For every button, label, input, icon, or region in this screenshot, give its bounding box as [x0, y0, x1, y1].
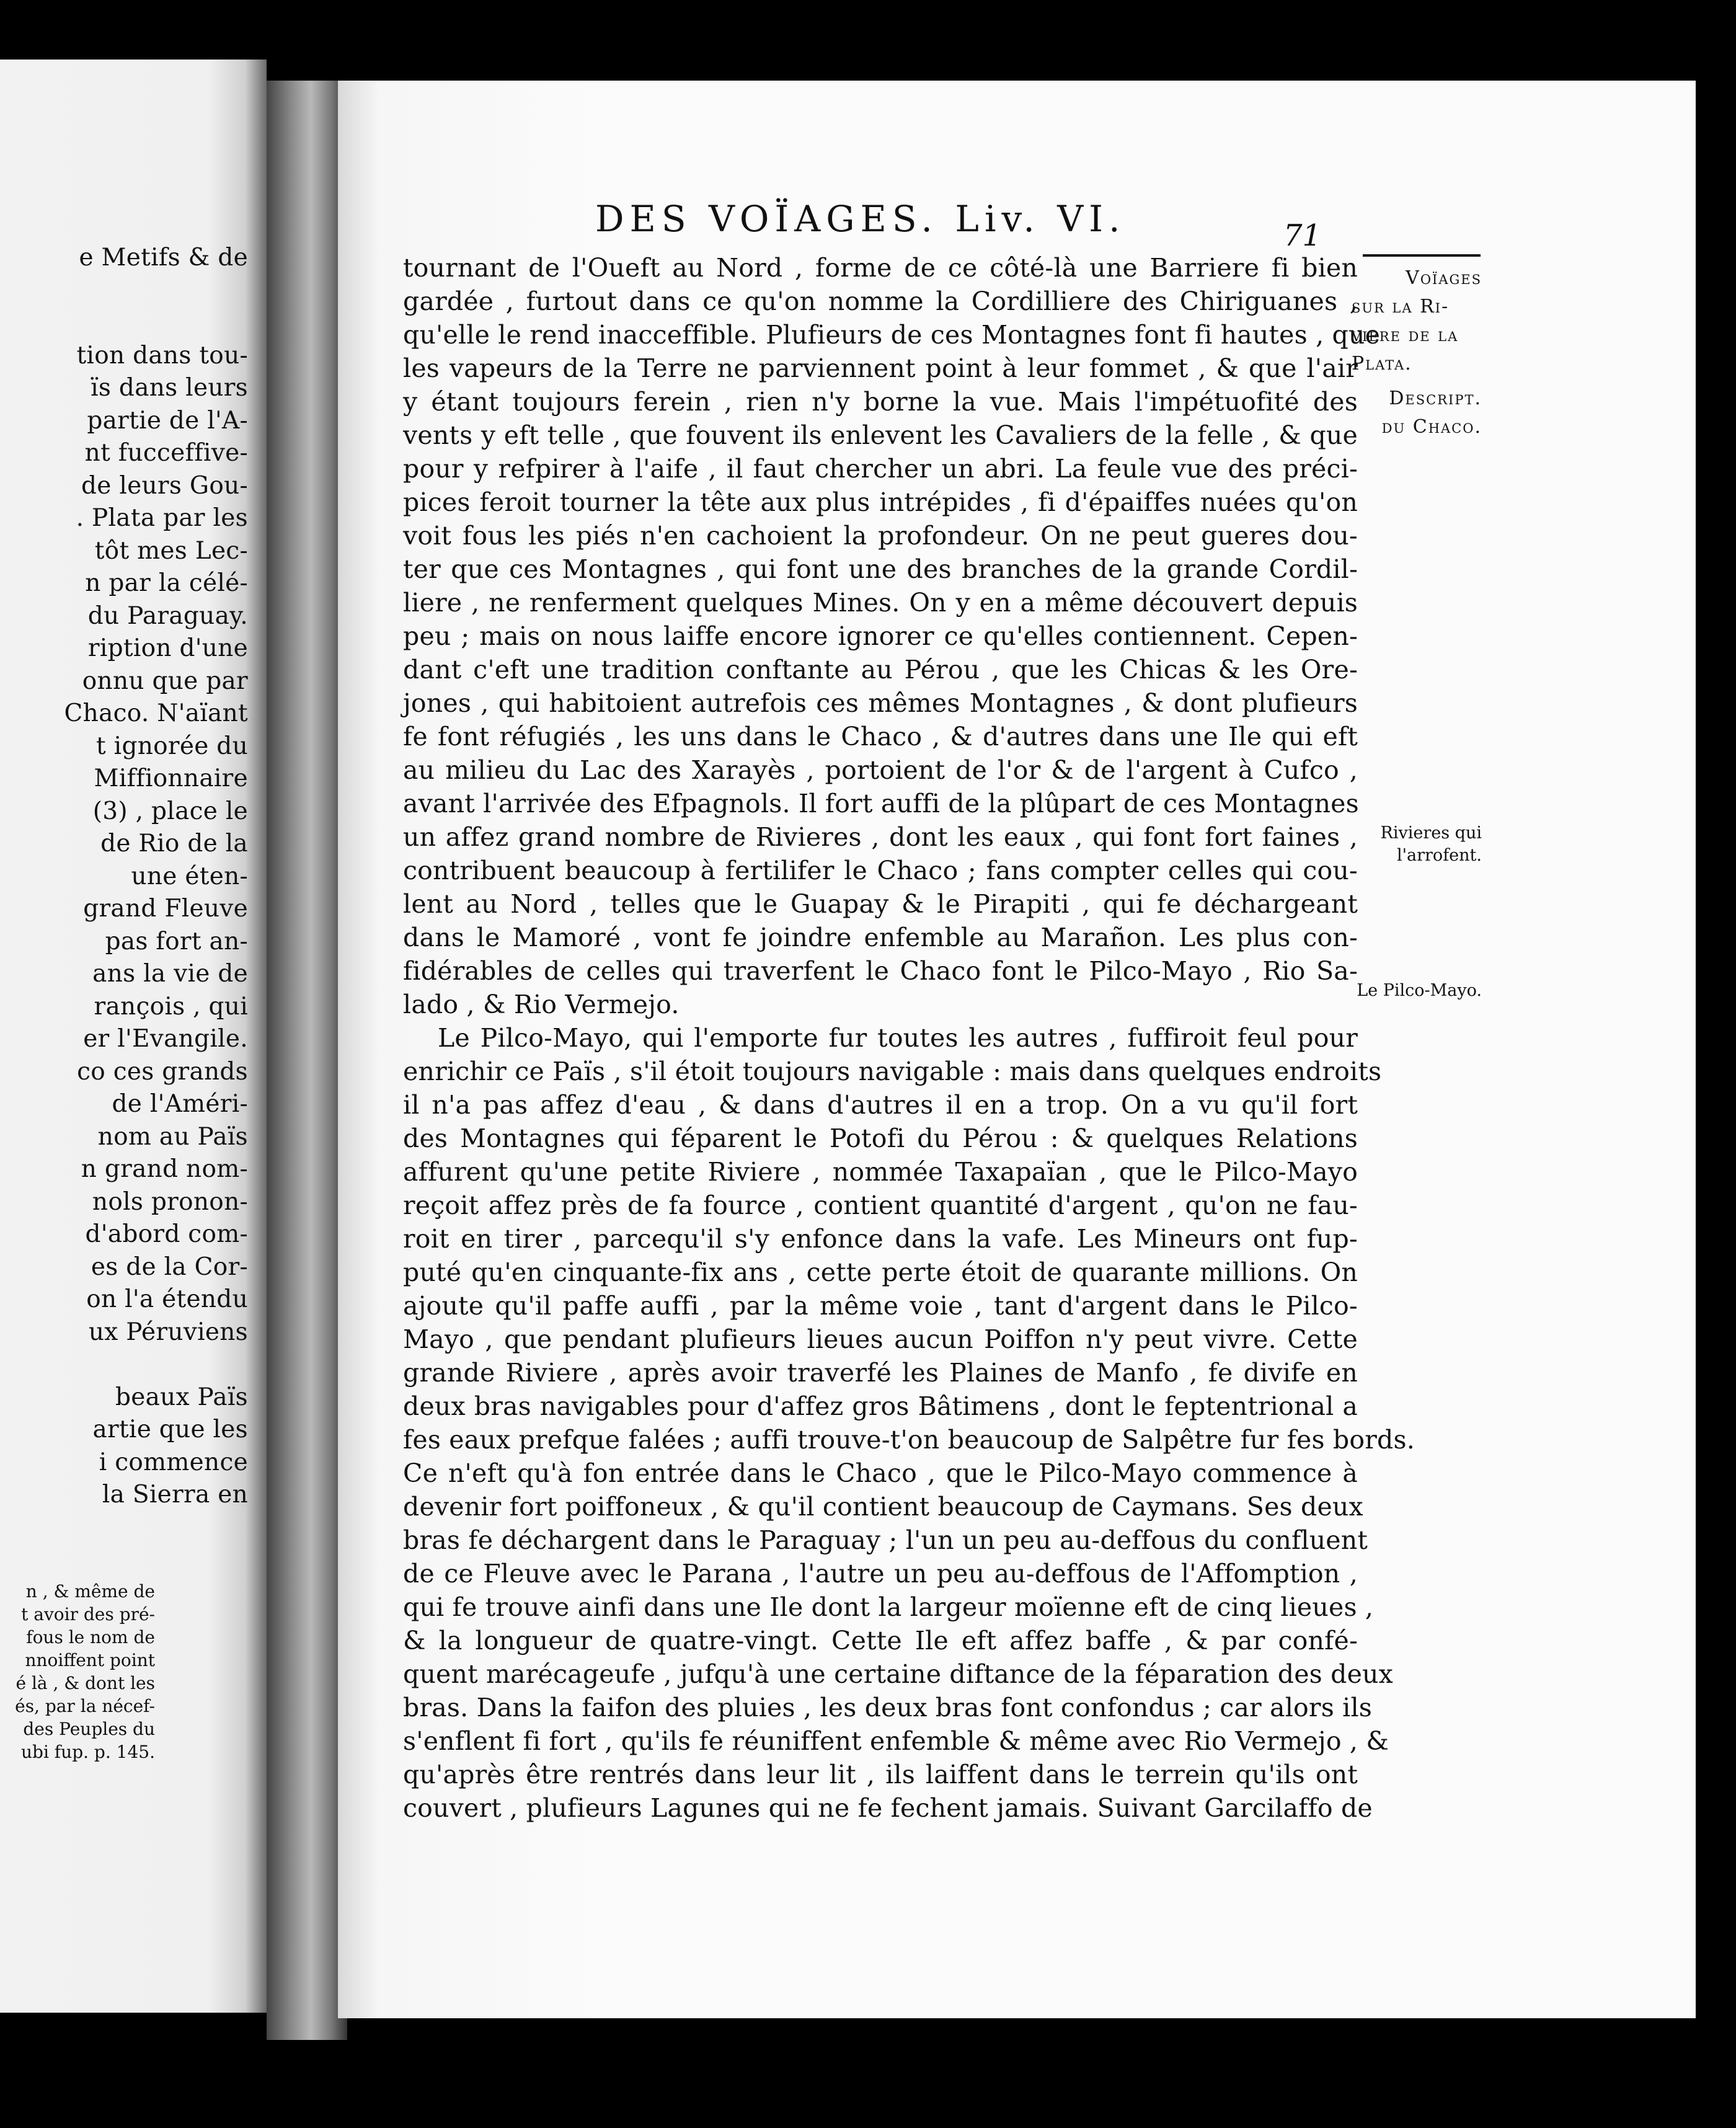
body-text-line: vents y eft telle , que fouvent ils enlevent les Cavaliers de la felle , & que [403, 420, 1358, 450]
left-page-line: Chaco. N'aïant [64, 699, 248, 727]
left-page-line: (3) , place le [92, 797, 248, 825]
body-text-line: reçoit affez près de fa fource , contient quantité d'argent , qu'on ne fau- [403, 1190, 1358, 1220]
margin-note-rivieres: Rivieres qui [1380, 823, 1482, 843]
left-page-fragment [0, 60, 267, 2013]
left-page-footnotes [0, 1580, 155, 1763]
body-text-line: bras fe déchargent dans le Paraguay ; l'un un peu au-deffous du confluent [403, 1525, 1368, 1555]
left-page-line: la Sierra en [102, 1481, 248, 1509]
left-page-line: n grand nom- [81, 1155, 248, 1183]
margin-note-descript: du Chaco. [1381, 416, 1482, 438]
left-page-line: ans la vie de [92, 960, 248, 988]
left-page-line [0, 1349, 248, 1381]
body-text-line: Le Pilco-Mayo, qui l'emporte fur toutes les autres , fuffiroit feul pour [438, 1023, 1358, 1053]
left-page-line: ïs dans leurs [91, 374, 248, 402]
left-page-line: er l'Evangile. [83, 1025, 248, 1053]
left-page-line: es de la Cor- [91, 1252, 248, 1281]
body-text-line: couvert , plufieurs Lagunes qui ne fe fechent jamais. Suivant Garcilaffo de [403, 1793, 1373, 1823]
left-page-footnote-line: des Peuples du [23, 1719, 155, 1739]
left-page-line: . Plata par les [76, 504, 248, 532]
body-text-line: roit en tirer , parcequ'il s'y enfonce dans la vafe. Les Mineurs ont fup- [403, 1224, 1358, 1254]
body-text-line: il n'a pas affez d'eau , & dans d'autres il en a trop. On a vu qu'il fort [403, 1090, 1358, 1120]
left-page-line: artie que les [92, 1416, 248, 1443]
left-page-footnote-line: és, par la nécef- [15, 1696, 155, 1716]
body-text-line: & la longueur de quatre-vingt. Cette Ile eft affez baffe , & par confé- [403, 1626, 1358, 1656]
left-page-line: beaux Païs [115, 1383, 248, 1411]
body-text-line: contribuent beaucoup à fertilifer le Chaco ; fans compter celles qui cou- [403, 856, 1358, 885]
page-number: 71 [1283, 218, 1322, 253]
body-text-line: lent au Nord , telles que le Guapay & le Pirapiti , qui fe déchargeant [403, 889, 1358, 919]
left-page-line: e Metifs & de [79, 244, 248, 272]
left-page-footnote-line: t avoir des pré- [21, 1604, 155, 1625]
left-page-line: on l'a étendu [86, 1285, 248, 1313]
left-page-footnote-line: ubi fup. p. 145. [20, 1742, 155, 1762]
book-gutter [267, 81, 347, 2040]
left-page-line: nt fucceffive- [84, 439, 248, 467]
left-page-line: tôt mes Lec- [94, 536, 248, 565]
left-page-line: i commence [99, 1448, 248, 1476]
left-page-footnote-line: nnoiffent point [25, 1650, 155, 1670]
body-text-line: peu ; mais on nous laiffe encore ignorer ce qu'elles contiennent. Cepen- [403, 621, 1358, 651]
body-text-line: ter que ces Montagnes , qui font une des branches de la grande Cordil- [403, 554, 1358, 584]
left-page-line: n par la célé- [85, 569, 248, 597]
body-text-line: bras. Dans la faifon des pluies , les deux bras font confondus ; car alors ils [403, 1693, 1373, 1722]
body-text-line: deux bras navigables pour d'affez gros Bâtimens , dont le feptentrional a [403, 1391, 1358, 1421]
left-page-line: t ignorée du [96, 732, 248, 760]
body-text-line: quent marécageufe , jufqu'à une certaine diftance de la féparation des deux [403, 1659, 1393, 1689]
body-text-line: tournant de l'Oueft au Nord , forme de ce côté-là une Barriere fi bien [403, 253, 1358, 283]
margin-note-title-line: Voïages [1406, 267, 1482, 289]
margin-note-title-line: sur la Ri- [1352, 296, 1450, 317]
body-text-line: pices feroit tourner la tête aux plus intrépides , fi d'épaiffes nuées qu'on [403, 487, 1358, 517]
left-page-line [0, 307, 248, 340]
left-page-line: tion dans tou- [76, 341, 248, 370]
body-text-line: puté qu'en cinquante-fix ans , cette perte étoit de quarante millions. On [403, 1257, 1358, 1287]
margin-note-title-line: Plata. [1352, 353, 1412, 375]
body-text-line: ajoute qu'il paffe auffi , par la même voie , tant d'argent dans le Pilco- [403, 1291, 1358, 1321]
left-page-line: grand Fleuve [83, 895, 248, 923]
left-page-line: de leurs Gou- [81, 471, 248, 500]
left-page-line [0, 275, 248, 308]
body-text-line: gardée , furtout dans ce qu'on nomme la Cordilliere des Chiriguanes , [403, 286, 1358, 316]
body-text-line: devenir fort poiffoneux , & qu'il contient beaucoup de Caymans. Ses deux [403, 1492, 1363, 1522]
margin-note-pilco-mayo: Le Pilco-Mayo. [1357, 981, 1482, 1000]
margin-note-descript: Descript. [1389, 388, 1482, 409]
body-text-line: Mayo , que pendant plufieurs lieues aucun Poiffon n'y peut vivre. Cette [403, 1324, 1358, 1354]
left-page-line: de Rio de la [100, 830, 248, 858]
left-page-line: co ces grands [77, 1057, 248, 1086]
body-text-line: de ce Fleuve avec le Parana , l'autre un peu au-deffous de l'Affomption , [403, 1559, 1358, 1589]
body-text-line: les vapeurs de la Terre ne parviennent point à leur fommet , & que l'air [403, 353, 1358, 383]
margin-note-rivieres: l'arrofent. [1396, 846, 1482, 865]
body-text-line: qu'après être rentrés dans leur lit , ils laiffent dans le terrein qu'ils ont [403, 1760, 1358, 1789]
left-page-line: pas fort an- [105, 927, 248, 955]
left-page-footnote-line: é là , & dont les [16, 1673, 155, 1693]
margin-note-title-line: viere de la [1352, 324, 1459, 346]
left-page-line: ription d'une [87, 634, 248, 662]
body-text-line: s'enflent fi fort , qu'ils fe réuniffent enfemble & même avec Rio Vermejo , & [403, 1726, 1389, 1756]
left-page-line: de l'Améri- [112, 1090, 248, 1118]
body-text-line: y étant toujours ferein , rien n'y borne la vue. Mais l'impétuofité des [403, 387, 1358, 417]
body-text-line: dant c'eft une tradition conftante au Pérou , que les Chicas & les Ore- [403, 655, 1358, 685]
body-text-line: au milieu du Lac des Xarayès , portoient de l'or & de l'argent à Cufco , [403, 755, 1358, 785]
left-page-line: nom au Païs [97, 1122, 248, 1151]
left-page-line: une éten- [131, 862, 248, 890]
left-page-line: onnu que par [82, 667, 248, 695]
body-text-line: fe font réfugiés , les uns dans le Chaco , & d'autres dans une Ile qui eft [403, 722, 1358, 751]
body-text-line: liere , ne renferment quelques Mines. On y en a même découvert depuis [403, 588, 1358, 618]
body-text-line: qu'elle le rend inacceffible. Plufieurs de ces Montagnes font fi hautes , que [403, 320, 1381, 350]
body-text-line: voit fous les piés n'en cachoient la profondeur. On ne peut gueres dou- [403, 521, 1358, 551]
running-head: DES VOÏAGES. Liv. VI. [595, 198, 1126, 240]
margin-rule [1363, 254, 1481, 257]
body-text-line: qui fe trouve ainfi dans une Ile dont la largeur moïenne eft de cinq lieues , [403, 1592, 1374, 1622]
body-text-line: un affez grand nombre de Rivieres , dont les eaux , qui font fort faines , [403, 822, 1358, 852]
body-text-line: grande Riviere , après avoir traverfé les Plaines de Manfo , fe divife en [403, 1358, 1358, 1388]
left-page-footnote-line: n , & même de [25, 1581, 155, 1602]
left-page-line: Miffionnaire [94, 765, 248, 792]
left-page-text [0, 242, 248, 1512]
body-text-line: dans le Mamoré , vont fe joindre enfemble au Marañon. Les plus con- [403, 923, 1358, 952]
body-text-line: des Montagnes qui féparent le Potofi du Pérou : & quelques Relations [403, 1124, 1358, 1153]
left-page-line: du Paraguay. [87, 601, 248, 630]
left-page-line: d'abord com- [85, 1220, 248, 1248]
body-text-line: Ce n'eft qu'à fon entrée dans le Chaco , que le Pilco-Mayo commence à [403, 1458, 1358, 1488]
body-text-line: fes eaux prefque falées ; auffi trouve-t'on beaucoup de Salpêtre fur fes bords. [403, 1425, 1415, 1455]
body-text-line: lado , & Rio Vermejo. [403, 990, 680, 1019]
body-text-line: affurent qu'une petite Riviere , nommée Taxapaïan , que le Pilco-Mayo [403, 1157, 1358, 1187]
body-text-line: jones , qui habitoient autrefois ces mêmes Montagnes , & dont plufieurs [403, 688, 1358, 718]
body-text-line: pour y refpirer à l'aife , il faut chercher un abri. La feule vue des préci- [403, 454, 1358, 484]
left-page-line: nols pronon- [92, 1187, 248, 1216]
body-text-line: fidérables de celles qui traverfent le Chaco font le Pilco-Mayo , Rio Sa- [403, 956, 1358, 986]
left-page-line: ux Péruviens [88, 1318, 248, 1346]
body-text-line: enrichir ce Païs , s'il étoit toujours navigable : mais dans quelques endroits [403, 1057, 1382, 1086]
body-text-line: avant l'arrivée des Efpagnols. Il fort auffi de la plûpart de ces Montagnes [403, 789, 1359, 818]
left-page-line: rançois , qui [94, 992, 248, 1021]
left-page-footnote-line: fous le nom de [26, 1627, 155, 1647]
margin-notes [1352, 254, 1482, 1002]
left-page-line: partie de l'A- [87, 406, 248, 435]
